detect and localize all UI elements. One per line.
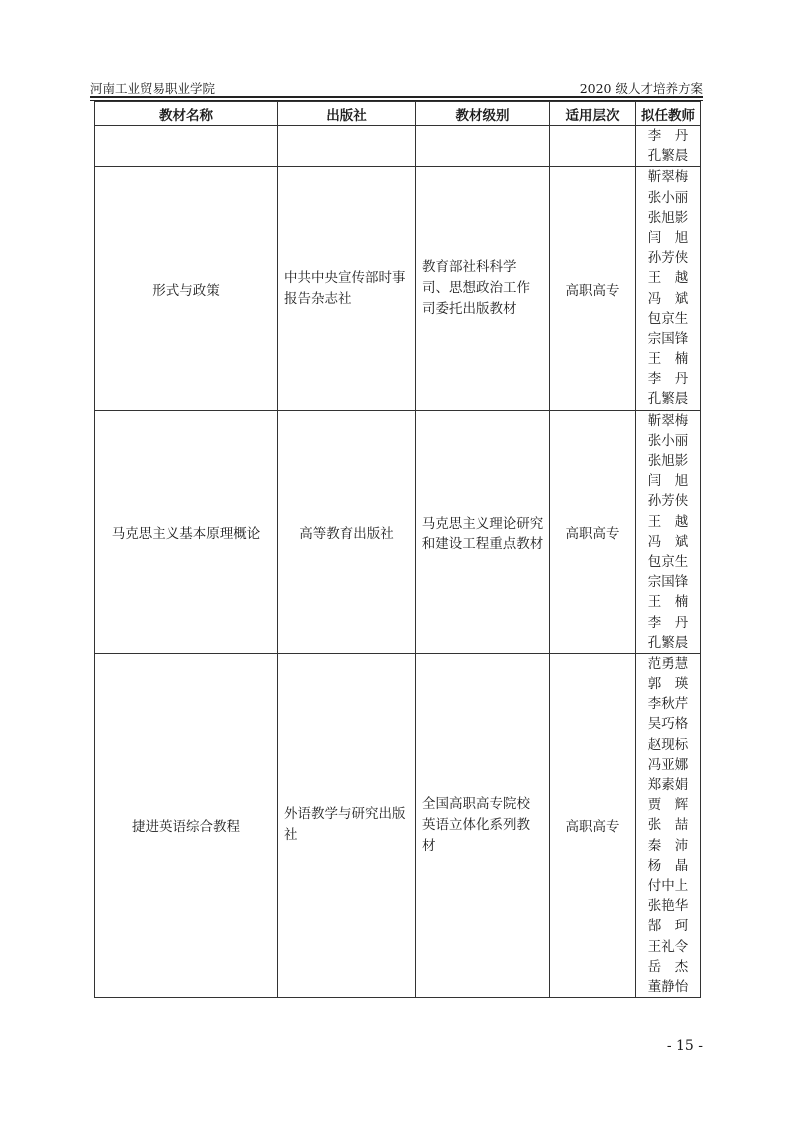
teachers-cell xyxy=(636,126,701,167)
teacher-name: 孔繁晨 xyxy=(647,148,689,165)
teacher-name: 张艳华 xyxy=(647,898,689,915)
textbook-name-cell: 形式与政策 xyxy=(95,167,278,410)
teacher-name: 包京生 xyxy=(647,310,689,327)
teacher-name: 王 越 xyxy=(647,513,689,530)
teacher-name: 杨 晶 xyxy=(647,857,689,874)
scope-cell: 高职高专 xyxy=(550,167,636,410)
teacher-name: 包京生 xyxy=(647,553,689,570)
header-rule-thick xyxy=(90,96,703,98)
publisher-cell: 外语教学与研究出版社 xyxy=(278,653,416,997)
page-header xyxy=(90,76,703,96)
level-cell xyxy=(416,126,550,167)
table-row xyxy=(95,653,701,997)
page-number: - 15 - xyxy=(666,1038,703,1054)
teacher-name: 王 越 xyxy=(647,270,689,287)
table-row xyxy=(95,126,701,167)
teacher-name: 李 丹 xyxy=(647,371,689,388)
teacher-name: 吴巧格 xyxy=(647,716,689,733)
teacher-name: 王礼令 xyxy=(647,938,689,955)
column-header: 教材级别 xyxy=(416,102,550,126)
scope-cell: 高职高专 xyxy=(550,653,636,997)
column-header: 拟任教师 xyxy=(636,102,701,126)
teacher-name: 李 丹 xyxy=(647,128,689,144)
teacher-name: 闫 旭 xyxy=(647,229,689,246)
teacher-name: 宗国锋 xyxy=(647,574,689,591)
teacher-name: 付中上 xyxy=(647,877,689,894)
teacher-name: 孔繁晨 xyxy=(647,634,689,651)
teacher-name: 闫 旭 xyxy=(647,473,689,490)
teacher-name: 郜 珂 xyxy=(647,918,689,935)
teacher-name: 郑素娟 xyxy=(647,777,689,793)
teacher-name: 冯亚娜 xyxy=(647,756,689,773)
teacher-name: 靳翠梅 xyxy=(647,169,689,186)
publisher-cell: 高等教育出版社 xyxy=(278,410,416,653)
teacher-name: 张旭影 xyxy=(647,209,689,226)
level-cell: 马克思主义理论研究和建设工程重点教材 xyxy=(416,410,550,653)
column-header: 出版社 xyxy=(278,102,416,126)
teacher-name: 张旭影 xyxy=(647,453,689,469)
teacher-name: 赵现标 xyxy=(647,736,689,753)
teacher-name: 李 丹 xyxy=(647,614,689,631)
teacher-name: 王 楠 xyxy=(647,594,689,611)
school-name: 河南工业贸易职业学院 xyxy=(90,81,216,96)
scope-cell xyxy=(550,126,636,167)
teachers-cell xyxy=(636,653,701,997)
publisher-cell xyxy=(278,126,416,167)
teacher-name: 岳 杰 xyxy=(647,958,689,975)
teacher-name: 张小丽 xyxy=(647,432,689,449)
teacher-name: 靳翠梅 xyxy=(647,412,689,429)
table-row xyxy=(95,167,701,410)
column-header: 适用层次 xyxy=(550,102,636,126)
textbook-name-cell: 捷进英语综合教程 xyxy=(95,653,278,997)
scope-cell: 高职高专 xyxy=(550,410,636,653)
publisher-cell: 中共中央宣传部时事报告杂志社 xyxy=(278,167,416,410)
teacher-name: 冯 斌 xyxy=(647,533,689,550)
teachers-cell xyxy=(636,167,701,410)
teacher-name: 孙芳侠 xyxy=(647,250,689,267)
teachers-cell xyxy=(636,410,701,653)
textbook-name-cell xyxy=(95,126,278,167)
table-body xyxy=(95,126,701,998)
table-header-row xyxy=(95,102,701,126)
teacher-name: 秦 沛 xyxy=(647,837,689,854)
teacher-name: 董静怡 xyxy=(647,978,689,995)
teacher-name: 张 喆 xyxy=(647,817,689,834)
textbook-table xyxy=(94,101,701,998)
level-cell: 全国高职高专院校英语立体化系列教材 xyxy=(416,653,550,997)
document-title: 2020 级人才培养方案 xyxy=(579,81,703,96)
teacher-name: 张小丽 xyxy=(647,189,689,206)
column-header: 教材名称 xyxy=(95,102,278,126)
teacher-name: 冯 斌 xyxy=(647,290,689,307)
teacher-name: 宗国锋 xyxy=(647,330,689,347)
teacher-name: 孙芳侠 xyxy=(647,493,689,510)
textbook-name-cell: 马克思主义基本原理概论 xyxy=(95,410,278,653)
teacher-name: 李秋芹 xyxy=(647,696,689,713)
level-cell: 教育部社科科学司、思想政治工作司委托出版教材 xyxy=(416,167,550,410)
teacher-name: 郭 瑛 xyxy=(647,676,689,693)
teacher-name: 贾 辉 xyxy=(647,797,689,814)
teacher-name: 孔繁晨 xyxy=(647,391,689,408)
teacher-name: 王 楠 xyxy=(647,351,689,368)
table-row xyxy=(95,410,701,653)
teacher-name: 范勇慧 xyxy=(647,655,689,672)
